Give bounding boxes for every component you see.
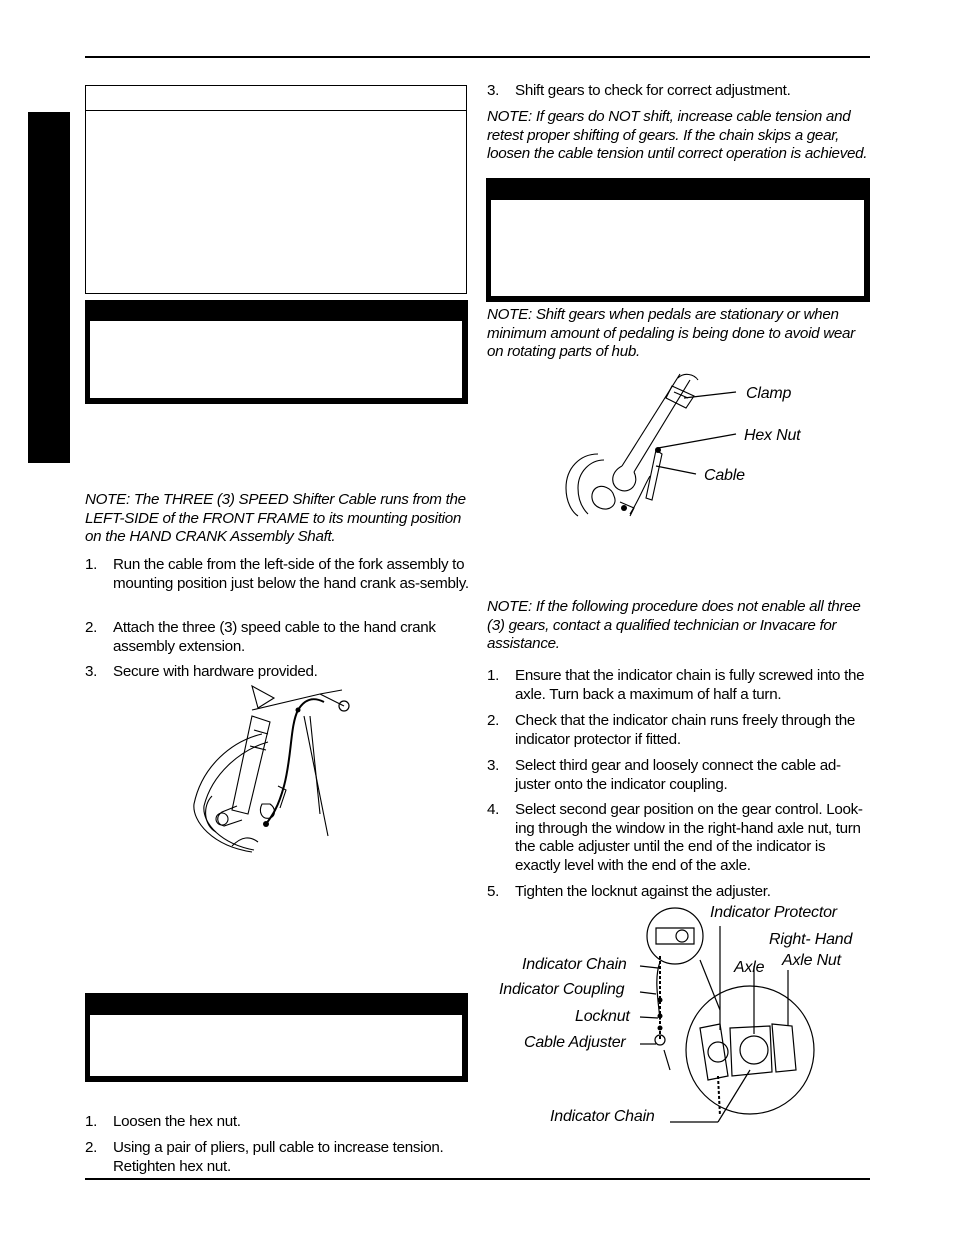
step-number: 1. [487,667,500,684]
install-steps [85,556,469,686]
check-adjustment-step [487,82,871,102]
right-warning-body [491,200,864,296]
step-text: Select third gear and loosely connect the cable ad-juster onto the indicator coupling. [515,757,841,793]
step-number: 3. [487,82,500,99]
shifter-cable-note: NOTE: The THREE (3) SPEED Shifter Cable runs from the LEFT-SIDE of the FRONT FRAME to its mounting position on the HAND CRANK Assembly Shaft. [85,491,466,545]
step-number: 5. [487,883,500,900]
step-text: Check that the indicator chain runs freely through the indicator protector if fitted. [515,712,856,748]
cable-label: Cable [704,467,745,484]
indicator-protector-label: Indicator Protector [710,904,837,921]
step-number: 3. [487,757,500,774]
clamp-label: Clamp [746,385,792,402]
shift-note: NOTE: If gears do NOT shift, increase cable tension and retest proper shifting of gears. If the chain skips a gear, loosen the cable tension until correct operation is achieved. [487,108,868,162]
step-text: Using a pair of pliers, pull cable to increase tension. Retighten hex nut. [113,1139,444,1175]
fork-cable-illustration [192,686,362,852]
tension-steps [85,1113,469,1173]
step-number: 2. [85,619,98,636]
indicator-steps [487,667,871,907]
step-text: Tighten the locknut against the adjuster. [515,883,771,900]
cable-adjuster-label: Cable Adjuster [524,1034,626,1051]
step-number: 1. [85,1113,98,1130]
pedal-note: NOTE: Shift gears when pedals are stationary or when minimum amount of pedaling is being done to avoid wear on rotating parts of hub. [487,306,855,360]
bottom-rule [85,1178,870,1180]
left-caution-box [85,993,468,1082]
step-text: Run the cable from the left-side of the fork assembly to mounting position just below the hand crank as-sembly. [113,556,469,592]
hex-nut-label: Hex Nut [744,427,801,444]
step-text: Ensure that the indicator chain is fully screwed into the axle. Turn back a maximum of half a turn. [515,667,865,703]
step-number: 2. [85,1139,98,1156]
axle-label: Axle [734,959,765,976]
step-text: Secure with hardware provided. [113,663,318,680]
gears-note: NOTE: If the following procedure does not enable all three (3) gears, contact a qualified technician or Invacare for assistance. [487,598,861,652]
left-caution-body [90,1015,462,1076]
section-tab [28,112,70,463]
left-notice-header [86,86,466,111]
step-text: Select second gear position on the gear control. Look-ing through the window in the right-hand axle nut, turn the cable adjuster until the end of the indicator is exactly level with the end of the axle. [515,801,863,874]
top-rule [85,56,870,58]
left-warning-body [90,321,462,398]
step-text: Loosen the hex nut. [113,1113,241,1130]
locknut-label: Locknut [575,1008,630,1025]
indicator-chain-top-label: Indicator Chain [522,956,627,973]
step-text: Attach the three (3) speed cable to the hand crank assembly extension. [113,619,436,655]
step-number: 2. [487,712,500,729]
left-warning-box [85,300,468,404]
right-warning-box [486,178,870,302]
step-text: Shift gears to check for correct adjustment. [515,82,791,99]
indicator-chain-bottom-label: Indicator Chain [550,1108,655,1125]
step-number: 3. [85,663,98,680]
axle-nut-label: Axle Nut [782,952,841,969]
step-number: 4. [487,801,500,818]
left-notice-box [85,85,467,294]
indicator-coupling-label: Indicator Coupling [499,981,625,998]
right-hand-label: Right- Hand [769,931,853,948]
hub-clamp-illustration [560,368,750,516]
step-number: 1. [85,556,98,573]
